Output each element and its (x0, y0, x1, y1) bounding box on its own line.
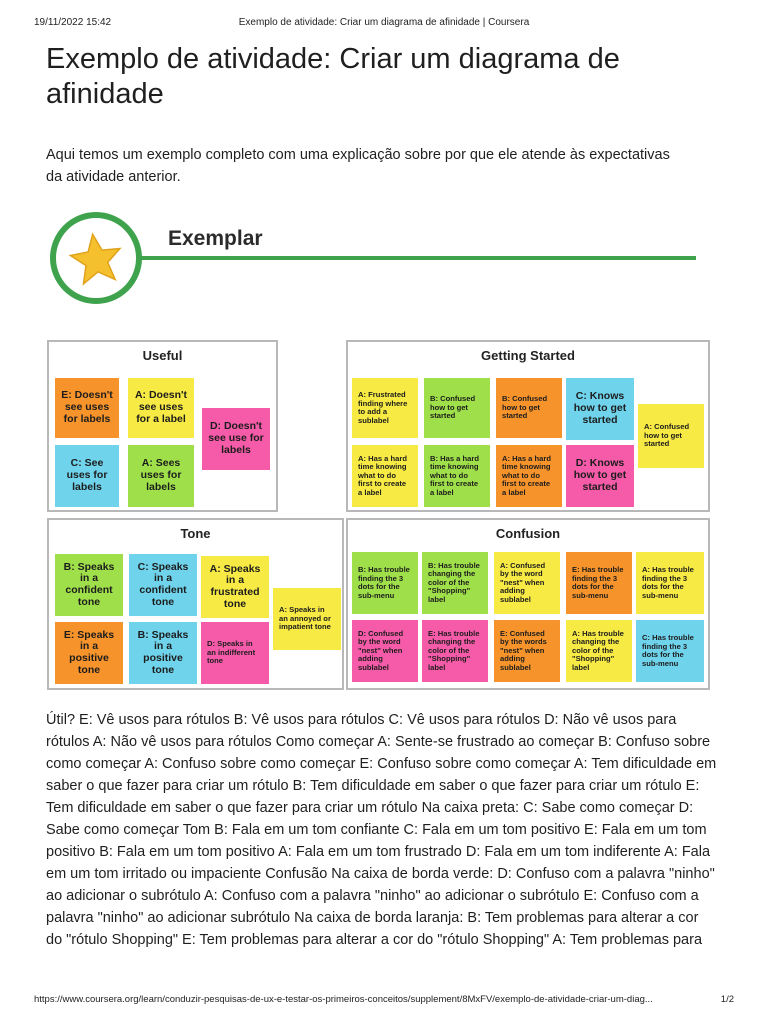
sticky-note: C: Knows how to get started (566, 378, 634, 440)
banner-label: Exemplar (168, 227, 263, 250)
useful-box (47, 340, 278, 512)
sticky-note: A: Has trouble changing the color of the "Shopping" label (566, 620, 632, 682)
sticky-note: B: Has trouble changing the color of the "Shopping" label (422, 552, 488, 614)
sticky-note: C: Speaks in a confident tone (129, 554, 197, 616)
print-page-title: Exemplo de atividade: Criar um diagrama de afinidade | Coursera (238, 17, 530, 28)
sticky-note: B: Has trouble finding the 3 dots for the sub-menu (352, 552, 418, 614)
sticky-note: D: Speaks in an indifferent tone (201, 622, 269, 684)
sticky-note: D: Knows how to get started (566, 445, 634, 507)
intro-paragraph: Aqui temos um exemplo completo com uma explicação sobre por que ele atende às expectativas da atividade anterior. (46, 147, 670, 185)
sticky-note: B: Confused how to get started (424, 378, 490, 438)
sticky-note: A: Has trouble finding the 3 dots for the sub-menu (636, 552, 704, 614)
star-icon (68, 230, 124, 286)
sticky-note: E: Confused by the words "nest" when adding sublabel (494, 620, 560, 682)
sticky-note: A: Speaks in a frustrated tone (201, 556, 269, 618)
sticky-note: A: Doesn't see uses for a label (128, 378, 194, 438)
page-title: Exemplo de atividade: Criar um diagrama de afinidade (46, 43, 620, 110)
banner-circle (50, 212, 142, 304)
sticky-note: C: Has trouble finding the 3 dots for the sub-menu (636, 620, 704, 682)
sticky-note: A: Frustrated finding where to add a sublabel (352, 378, 418, 438)
sticky-note: D: Doesn't see use for labels (202, 408, 270, 470)
sticky-note: B: Speaks in a positive tone (129, 622, 197, 684)
sticky-note: D: Confused by the word "nest" when adding sublabel (352, 620, 418, 682)
sticky-note: B: Confused how to get started (496, 378, 562, 438)
sticky-note: E: Has trouble changing the color of the "Shopping" label (422, 620, 488, 682)
sticky-note: E: Doesn't see uses for labels (55, 378, 119, 438)
banner-line (140, 256, 696, 260)
getting-started-title: Getting Started (481, 348, 575, 363)
tone-title: Tone (180, 526, 211, 541)
sticky-note: E: Has trouble finding the 3 dots for the sub-menu (566, 552, 632, 614)
page-number: 1/2 (720, 994, 734, 1005)
print-date: 19/11/2022 15:42 (34, 17, 112, 28)
sticky-note: B: Speaks in a confident tone (55, 554, 123, 616)
sticky-note: A: Speaks in an annoyed or impatient tone (273, 588, 341, 650)
explanation-text: Útil? E: Vê usos para rótulos B: Vê usos para rótulos C: Vê usos para rótulos D: Não vê usos para rótulos A: Não vê usos para rótulos Como começar A: Sente-se frustrado ao começar B: Confuso sobre como começar A: Confuso sobre como começar E: Confuso sobre como começar A: Tem dificuldade em saber o que fazer para criar um rótulo B: Tem dificuldade em saber o que fazer para criar um rótulo E: Tem dificuldade em saber o que fazer para criar um rótulo Na caixa preta: C: Sabe como começar D: Sabe como começar Tom B: Fala em um tom confiante C: Fala em um tom positivo E: Fala em um tom positivo B: Fala em um tom positivo A: Fala em um tom frustrado D: Fala em um tom indiferente A: Fala em um tom irritado ou impaciente Confusão Na caixa de borda verde: D: Confuso com a palavra "ninho" ao adicionar o subrótulo A: Confuso com a palavra "ninho" ao adicionar o subrótulo E: Confuso com a palavra "ninho" ao adicionar subrótulo Na caixa de borda laranja: B: Tem problemas para alterar a cor do "rótulo Shopping" E: Tem problemas para alterar a cor do "rótulo Shopping" A: Tem problemas para (46, 712, 717, 948)
tone-box (47, 518, 344, 690)
sticky-note: A: Has a hard time knowing what to do first to create a label (496, 445, 562, 507)
sticky-note: A: Sees uses for labels (128, 445, 194, 507)
confusion-box (346, 518, 710, 690)
confusion-title: Confusion (495, 526, 561, 541)
sticky-note: C: See uses for labels (55, 445, 119, 507)
sticky-note: A: Confused how to get started (638, 404, 704, 468)
getting-started-box (346, 340, 710, 512)
sticky-note: E: Speaks in a positive tone (55, 622, 123, 684)
exemplar-banner (50, 210, 700, 310)
print-header (0, 0, 768, 40)
footer-url[interactable]: https://www.coursera.org/learn/conduzir-pesquisas-de-ux-e-testar-os-primeiros-conceitos/supplement/8MxFV/exemplo-de-atividade-criar-um-diag... (34, 994, 653, 1005)
sticky-note: A: Has a hard time knowing what to do first to create a label (352, 445, 418, 507)
sticky-note: A: Confused by the word "nest" when adding sublabel (494, 552, 560, 614)
useful-title: Useful (142, 348, 183, 363)
sticky-note: B: Has a hard time knowing what to do first to create a label (424, 445, 490, 507)
